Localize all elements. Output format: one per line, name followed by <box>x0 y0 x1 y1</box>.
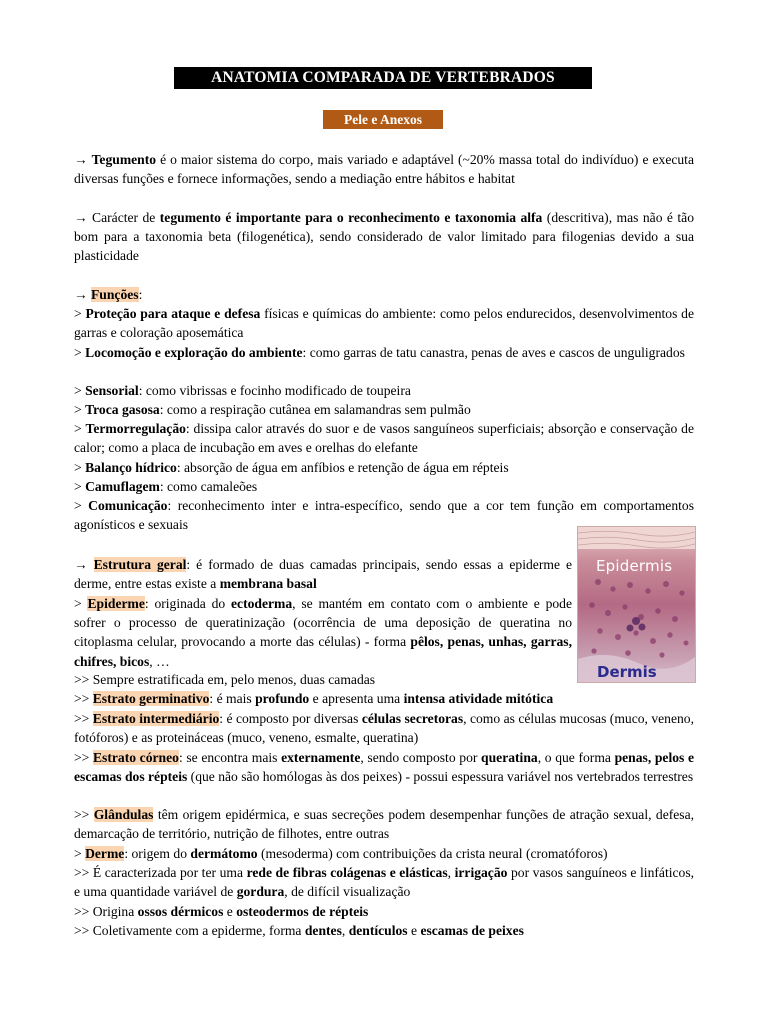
paragraph-caracter: → Carácter de tegumento é importante para o reconhecimento e taxonomia alfa (descritiva), mas não é tão bom para a taxonomia beta (filogenética), sendo considerado de valor limitado para filogenias devido a sua plasticidade <box>74 210 695 264</box>
paragraph-estrutura-geral: → Estrutura geral: é formado de duas camadas principais, sendo essas a epiderme e derme, entre estas existe a membrana basal <box>74 557 572 592</box>
list-item-balanco-hidrico: > Balanço hídrico: absorção de água em anfíbios e retenção de água em répteis <box>74 460 509 475</box>
heading-funcoes: → Funções: <box>74 287 143 302</box>
list-item-derme-caracterizada: >> É caracterizada por ter uma rede de fibras colágenas e elásticas, irrigação por vasos sanguíneos e linfáticos, e uma quantidade variável de gordura, de difícil visualização <box>74 865 695 900</box>
list-item-comunicacao: > Comunicação: reconhecimento inter e intra-específico, sendo que a cor tem função em comportamentos agonísticos e sexuais <box>74 498 694 533</box>
list-item-protecao: > Proteção para ataque e defesa físicas e químicas do ambiente: como pelos endurecidos, desenvolvimentos de garras e coloração aposemática <box>74 306 694 341</box>
list-item-termorregulacao: > Termorregulação: dissipa calor através do suor e de vasos sanguíneos superficiais; absorção e conservação de calor; como a placa de incubação em aves e orelhas do elefante <box>74 421 694 456</box>
list-item-locomocao: > Locomoção e exploração do ambiente: como garras de tatu canastra, penas de aves e cascos de unguligrados <box>74 345 685 360</box>
figure-label-epidermis: Epidermis <box>596 557 673 575</box>
document-title: ANATOMIA COMPARADA DE VERTEBRADOS <box>174 67 592 89</box>
list-item-glandulas: >> Glândulas têm origem epidérmica, e suas secreções podem desempenhar funções de atração sexual, defesa, demarcação de território, nutrição de filhotes, entre outras <box>74 807 695 842</box>
list-item-camuflagem: > Camuflagem: como camaleões <box>74 479 258 494</box>
paragraph-tegumento: → Tegumento é o maior sistema do corpo, mais variado e adaptável (~20% massa total do indivíduo) e executa diversas funções e fornece informações, sendo a mediação entre hábitos e habitat <box>74 152 694 187</box>
skin-histology-image <box>577 526 696 683</box>
list-item-estrato-intermediario: >> Estrato intermediário: é composto por diversas células secretoras, como as células mucosas (muco, veneno, fotóforos) e as proteináceas (muco, veneno, esmalte, queratina) <box>74 711 695 746</box>
list-item-estrato-corneo: >> Estrato córneo: se encontra mais externamente, sendo composto por queratina, o que forma penas, pelos e escamas dos répteis (que não são homólogas às dos peixes) - possui espessura variável nos vertebrados terrestres <box>74 750 694 785</box>
list-item-sensorial: > Sensorial: como vibrissas e focinho modificado de toupeira <box>74 383 411 398</box>
list-item-estratificada: >> Sempre estratificada em, pelo menos, duas camadas <box>74 672 376 687</box>
list-item-ossos-dermicos: >> Origina ossos dérmicos e osteodermos de répteis <box>74 904 369 919</box>
paragraph-derme: > Derme: origem do dermátomo (mesoderma) com contribuições da crista neural (cromatóforos) <box>74 846 608 861</box>
list-item-dentes: >> Coletivamente com a epiderme, forma dentes, dentículos e escamas de peixes <box>74 923 524 938</box>
list-item-estrato-germinativo: >> Estrato germinativo: é mais profundo e apresenta uma intensa atividade mitótica <box>74 691 554 706</box>
paragraph-epiderme: > Epiderme: originada do ectoderma, se mantém em contato com o ambiente e pode sofrer o processo de queratinização (ocorrência de uma deposição de queratina no citoplasma celular, provocando a morte das células) - forma pêlos, penas, unhas, garras, chifres, bicos, … <box>74 596 572 669</box>
section-subtitle: Pele e Anexos <box>323 110 443 129</box>
list-item-troca-gasosa: > Troca gasosa: como a respiração cutânea em salamandras sem pulmão <box>74 402 471 417</box>
figure-label-dermis: Dermis <box>597 663 657 681</box>
skin-histology-illustration <box>578 527 695 682</box>
